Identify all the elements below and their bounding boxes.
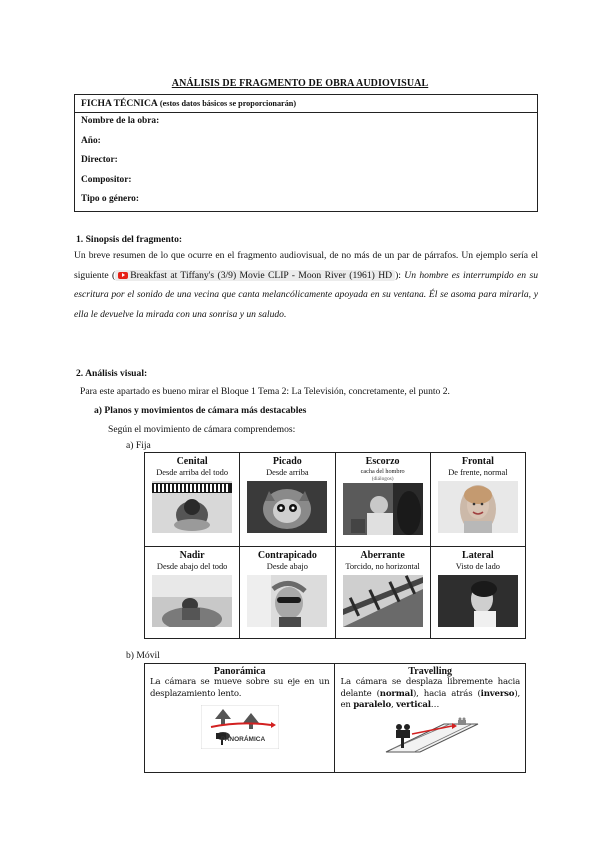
ficha-tecnica-box: [74, 94, 538, 212]
fija-shots-table: [144, 452, 526, 639]
cenital-photo: [152, 481, 232, 533]
subsection-a-heading: a) Planos y movimientos de cámara más destacables: [94, 405, 307, 416]
lateral-photo: [438, 575, 518, 627]
shot-desc: cacha del hombro: [360, 468, 405, 475]
shot-name: Aberrante: [360, 550, 405, 561]
ficha-header-title: FICHA TÉCNICA: [81, 98, 158, 109]
shot-name: Escorzo: [365, 456, 400, 467]
section2-heading: 2. Análisis visual:: [76, 368, 148, 379]
contrapicado-photo: [247, 575, 327, 627]
document-title: ANÁLISIS DE FRAGMENTO DE OBRA AUDIOVISUAL: [171, 78, 429, 89]
panoramica-illustration: [201, 705, 279, 749]
section1-text-after: ):: [395, 269, 405, 281]
desc-bold: paralelo: [353, 700, 392, 710]
fija-label: a) Fija: [126, 440, 151, 451]
panoramica-image-label: PANORÁMICA: [220, 736, 265, 743]
shot-name: Cenital: [176, 456, 208, 467]
ficha-field-genero: Tipo o género:: [81, 194, 139, 204]
movement-desc: [335, 677, 525, 712]
shot-desc: Torcido, no horizontal: [345, 562, 420, 571]
shot-escorzo: [335, 453, 430, 547]
movement-travelling: [335, 664, 526, 773]
nadir-photo: [152, 575, 232, 627]
ficha-field-nombre: Nombre de la obra:: [81, 116, 160, 126]
aberrante-photo: [343, 575, 423, 627]
frontal-photo: [438, 481, 518, 533]
shot-name: Lateral: [462, 550, 494, 561]
desc-part: …: [430, 700, 440, 710]
ficha-header: [75, 95, 537, 113]
shot-cenital: [145, 453, 240, 547]
shot-name: Nadir: [179, 550, 205, 561]
movement-panoramica: [145, 664, 335, 773]
section1-text: Un breve resumen de lo que ocurre en el fragmento audiovisual, de no más de un par de párrafos. Un ejemplo sería el siguiente (: [74, 250, 538, 281]
shot-desc: Desde arriba: [266, 468, 309, 477]
desc-part: ,: [391, 700, 397, 710]
youtube-icon: [118, 272, 128, 279]
shot-desc: Desde arriba del todo: [156, 468, 229, 477]
picado-photo: [247, 481, 327, 533]
desc-bold: normal: [379, 688, 414, 699]
shot-name: Picado: [272, 456, 302, 467]
desc-part: La cámara se desplaza libremente hacia delante (: [340, 677, 520, 699]
youtube-link[interactable]: [115, 270, 395, 281]
desc-bold: inverso: [480, 688, 515, 699]
shot-sub: (diálogos): [371, 476, 394, 482]
shot-nadir: [145, 547, 240, 639]
shot-name: Contrapicado: [257, 550, 317, 561]
travelling-illustration: [380, 714, 480, 758]
desc-part: ), hacia atrás (: [413, 688, 481, 699]
movement-name: Travelling: [408, 666, 453, 677]
movil-table: [144, 663, 526, 773]
shot-aberrante: [335, 547, 430, 639]
movement-desc: La cámara se mueve sobre su eje en un desplazamiento lento.: [150, 677, 330, 699]
section1-heading: 1. Sinopsis del fragmento:: [76, 234, 183, 245]
ficha-field-compositor: Compositor:: [81, 174, 132, 185]
subsection-a-intro: Según el movimiento de cámara comprendemos:: [108, 424, 296, 435]
shot-desc: Visto de lado: [455, 562, 500, 571]
ficha-header-note: (estos datos básicos se proporcionarán): [157, 99, 297, 108]
shot-lateral: [430, 547, 525, 639]
shot-desc: Desde abajo del todo: [156, 562, 228, 571]
shot-frontal: [430, 453, 525, 547]
desc-bold: vertical: [396, 700, 431, 710]
ficha-field-director: Director:: [81, 155, 118, 165]
shot-name: Frontal: [461, 456, 494, 467]
section1-body: [74, 246, 538, 324]
shot-contrapicado: [240, 547, 335, 639]
ficha-field-ano: Año:: [81, 135, 101, 146]
shot-picado: [240, 453, 335, 547]
youtube-link-label[interactable]: Breakfast at Tiffany's (3/9) Movie CLIP - Moon River (1961) HD: [130, 269, 393, 281]
shot-desc: Desde abajo: [266, 562, 308, 571]
desc-part: ), en: [340, 688, 520, 710]
section1-example: Un hombre es interrumpido en su escritura por el sonido de una vecina que canta melancólicamente apoyada en su ventana. Él se asoma para mirarla, y ella le devuelve la mirada con una sonrisa y un saludo.: [74, 269, 539, 320]
movil-label: b) Móvil: [126, 650, 160, 661]
shot-desc: De frente, normal: [448, 468, 508, 477]
section2-intro: Para este apartado es bueno mirar el Bloque 1 Tema 2: La Televisión, concretamente, el punto 2.: [80, 386, 450, 397]
movement-name: Panorámica: [213, 666, 266, 677]
escorzo-photo: [343, 483, 423, 535]
